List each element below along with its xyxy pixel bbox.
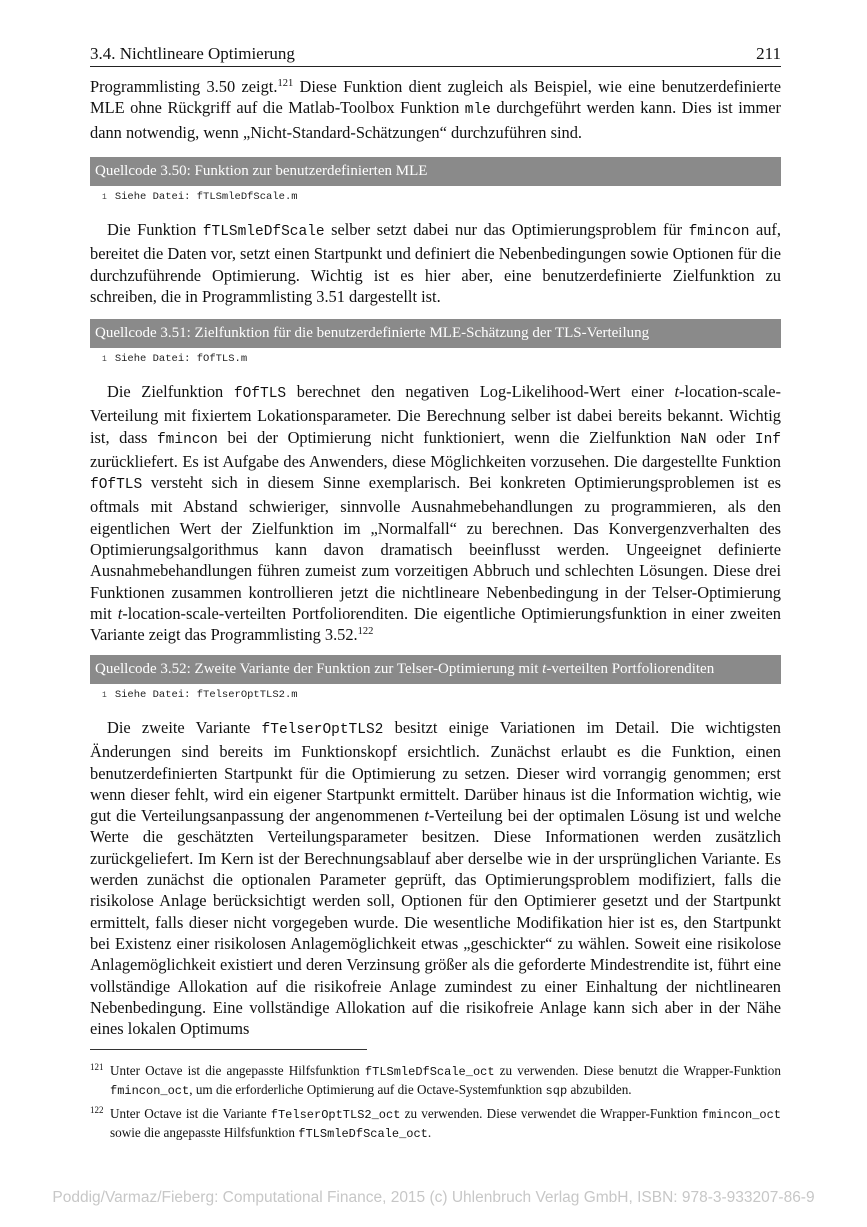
footnote-122: 122 Unter Octave ist die Variante fTelserOptTLS2_oct zu verwenden. Diese verwendet die Wrapper-Funktion fmincon_oct sowie die angepasste Hilfsfunktion fTLSmleDfScale_oct.: [90, 1105, 781, 1143]
inline-code: fmincon: [688, 224, 750, 240]
inline-code: Inf: [754, 431, 781, 448]
inline-code: fmincon: [156, 431, 218, 448]
section-title: 3.4. Nichtlineare Optimierung: [90, 44, 295, 63]
listing-caption: Quellcode 3.50: Funktion zur benutzerdefinierten MLE: [90, 157, 781, 186]
inline-code: fOfTLS: [90, 477, 143, 494]
listing-3-50: [90, 157, 781, 208]
footnote-divider: [90, 1049, 367, 1050]
running-header: [90, 44, 781, 67]
inline-code: fTLSmleDfScale_oct: [364, 1065, 495, 1079]
inline-code: mle: [464, 102, 491, 119]
inline-code: fmincon_oct: [110, 1084, 190, 1098]
code-line: 1 Siehe Datei: fOfTLS.m: [102, 353, 248, 365]
paragraph-intro: Programmlisting 3.50 zeigt.$^{121}$ Diese Funktion dient zugleich als Beispiel, wie eine benutzerdefinierte MLE ohne Rückgriff auf die Matlab-Toolbox Funktion mle durchgeführt werden kann. Dies ist immer dann notwendig, wenn „Nicht-Standard-Schätzungen“ durchzuführen sind.: [90, 77, 781, 142]
page-number: 211: [756, 44, 781, 63]
paragraph-fTLSmleDfScale: Die Funktion fTLSmleDfScale selber setzt dabei nur das Optimierungsproblem für fmincon auf, bereitet die Daten vor, setzt einen Startpunkt und definiert die Nebenbedingungen sowie Optionen für die durchzuführende Optimierung. Wichtig ist es hier aber, eine benutzerdefinierte Zielfunktion zu schreiben, die in Programmlisting 3.51 dargestellt ist.: [90, 220, 781, 306]
inline-code: fTLSmleDfScale_oct: [298, 1127, 428, 1141]
footnote-121: 121 Unter Octave ist die angepasste Hilfsfunktion fTLSmleDfScale_oct zu verwenden. Diese benutzt die Wrapper-Funktion fmincon_oct, um die erforderliche Optimierung auf die Octave-Systemfunktion sqp abzubilden.: [90, 1062, 781, 1100]
line-number: 1: [102, 193, 107, 202]
footnote-mark: 122: [90, 1105, 104, 1115]
listing-3-52: [90, 655, 781, 706]
inline-code: fTelserOptTLS2_oct: [270, 1108, 401, 1122]
line-number: 1: [102, 691, 107, 700]
footnote-mark: 121: [90, 1062, 104, 1072]
code-line: 1 Siehe Datei: fTelserOptTLS2.m: [102, 689, 298, 701]
footnote-ref-121[interactable]: 121: [277, 78, 294, 89]
inline-code: NaN: [680, 431, 707, 448]
listing-caption: Quellcode 3.51: Zielfunktion für die benutzerdefinierte MLE-Schätzung der TLS-Verteilung: [90, 319, 781, 348]
paragraph-fTelserOptTLS2: Die zweite Variante fTelserOptTLS2 besitzt einige Variationen im Detail. Die wichtigsten Änderungen sind bereits im Funktionskopf ersichtlich. Zunächst erlaubt es die Funktion, einen benutzerdefinierten Startpunkt für die Optimierung zu setzen. Dieser wird vorrangig genommen; erst wenn dieser fehlt, wird ein eigener Startpunkt ermittelt. Darüber hinaus ist die Information wichtig, wie gut die Verteilungsanpassung der angenommenen t-Verteilung bei der optimalen Lösung ist und welche Werte die geschätzten Verteilungsparameter besitzen. Diese Informationen werden zusätzlich zurückgeliefert. Im Kern ist der Berechnungsablauf aber derselbe wie in der ursprünglichen Variante. Es werden zunächst die optionalen Parameter geprüft, das Optimierungsproblem modifiziert, falls die risikolose Anlage berücksichtigt werden soll, Optionen für den Optimierer gesetzt und der Startpunkt ermittelt, falls dieser nicht vorgegeben wurde. Die wesentliche Modifikation hier ist es, den Startpunkt bei Existenz einer risikolosen Anlagemöglichkeit etwas „geschickter“ zu wählen. Soweit eine risikolose Anlagemöglichkeit existiert und deren Verzinsung größer als die geforderte Mindestrendite ist, führt eine vollständige Allokation auf die risikofreie Anlage zumindest zu einer Einhaltung der nichtlinearen Nebenbedingung. Eine vollständige Allokation auf die risikofreie Anlage kann sich aber in der Nähe eines lokalen Optimums: [90, 718, 782, 1039]
code-line: 1 Siehe Datei: fTLSmleDfScale.m: [102, 191, 298, 203]
inline-code: fTelserOptTLS2: [261, 722, 384, 738]
paragraph-fOfTLS: Die Zielfunktion fOfTLS berechnet den negativen Log-Likelihood-Wert einer t-location-scale-Verteilung mit fixiertem Lokationsparameter. Die Berechnung selber ist dabei bereits bekannt. Wichtig ist, dass fmincon bei der Optimierung nicht funktioniert, wenn die Zielfunktion NaN oder Inf zurückliefert. Es ist Aufgabe des Anwenders, diese Möglichkeiten vorzusehen. Die dargestellte Funktion fOfTLS versteht sich in diesem Sinne exemplarisch. Bei konkreten Optimierungsproblemen ist es oftmals mit Abstand schwieriger, sinnvolle Ausnahmebehandlungen zu programmieren, als den eigentlichen Wert der Zielfunktion im „Normalfall“ zu berechnen. Das Konvergenzverhalten des Optimierungsalgorithmus kann davon dramatisch beeinflusst werden. Ungeeignet definierte Ausnahmebehandlungen führen zumeist zum vorzeitigen Abbruch und schlechten Lösungen. Diese drei Funktionen zusammen kontrollieren jetzt die nichtlineare Nebenbedingung in der Telser-Optimierung mit t-location-scale-verteilten Portfoliorenditen. Die eigentliche Optimierungsfunktion in einer zweiten Variante zeigt das Programmlisting 3.52.$^{122}$: [90, 382, 781, 645]
inline-code: sqp: [545, 1084, 568, 1098]
copyright-watermark: Poddig/Varmaz/Fieberg: Computational Finance, 2015 (c) Uhlenbruch Verlag GmbH, ISBN: 978-3-933207-86-9: [52, 1189, 815, 1206]
line-number: 1: [102, 355, 107, 364]
inline-code: fOfTLS: [233, 386, 287, 402]
inline-code: fTLSmleDfScale: [202, 224, 325, 240]
listing-caption: Quellcode 3.52: Zweite Variante der Funktion zur Telser-Optimierung mit t-verteilten Portfoliorenditen: [90, 655, 781, 684]
listing-3-51: [90, 319, 781, 370]
footnote-ref-122[interactable]: 122: [357, 626, 374, 638]
inline-code: fmincon_oct: [701, 1108, 781, 1122]
